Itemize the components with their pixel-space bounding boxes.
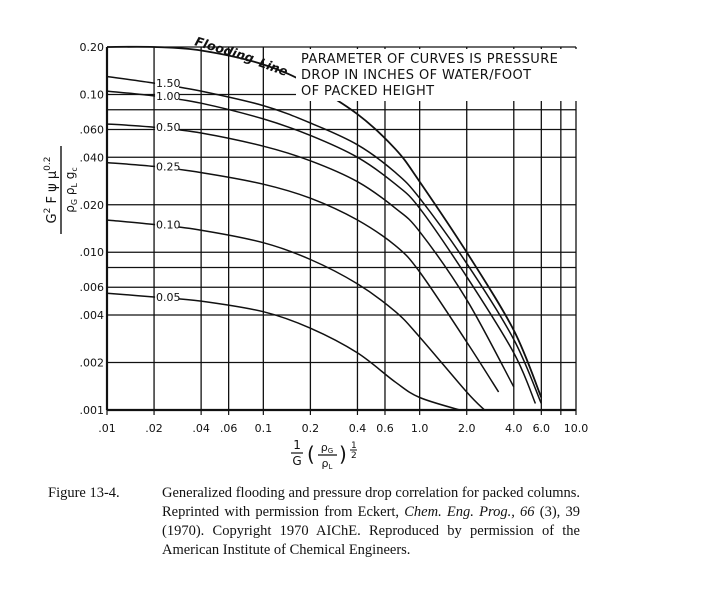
curve-0-25 <box>107 163 499 392</box>
parameter-note <box>296 49 578 101</box>
x-tick-label: 4.0 <box>505 422 523 435</box>
curve-label-0-25: 0.25 <box>156 160 181 174</box>
svg-text:(: ( <box>307 442 315 466</box>
caption-text-part1: Generalized flooding and pressure drop correlation for packed columns. Reprinted with permission from Eckert, <box>162 485 580 520</box>
svg-text:ρG ρL gc: $\rho_G$ $\rho_L$ $g_c$ <box>63 167 79 213</box>
x-tick-label: .04 <box>192 422 210 435</box>
x-tick-label: 0.6 <box>376 422 394 435</box>
svg-text:ρG: ρG <box>320 441 334 455</box>
caption-text-part2: (3), 39 (1970). Copyright 1970 AIChE. Reproduced by permission of the American Institute of Chemical Engineers. <box>162 504 580 558</box>
y-tick-label: .001 <box>79 404 104 417</box>
flooding-line-label <box>193 34 290 79</box>
parameter-note-line: DROP IN INCHES OF WATER/FOOT <box>301 68 532 83</box>
curve-0-05 <box>107 293 460 410</box>
curve-label-0-50: 0.50 <box>156 121 181 135</box>
y-tick-label: .006 <box>79 281 104 295</box>
x-tick-label: 0.1 <box>254 422 273 435</box>
y-tick-label: .040 <box>79 151 104 165</box>
x-tick-label: .06 <box>219 422 238 435</box>
flooding-label-word2: Line <box>256 54 290 79</box>
curve-label-0-10: 0.10 <box>156 218 181 232</box>
svg-text:2: 2 <box>351 451 357 461</box>
curve-1-00 <box>107 91 535 403</box>
y-tick-label: .002 <box>79 356 104 370</box>
svg-text:): ) <box>339 442 347 466</box>
parameter-note-line: PARAMETER OF CURVES IS PRESSURE <box>301 52 559 67</box>
x-tick-label: .02 <box>145 422 163 435</box>
y-tick-label: 0.20 <box>79 41 104 54</box>
svg-text:G2 F ψ μ0.2: $G^2$ F ψ $\mu^{0.2}$ <box>43 156 60 224</box>
curve-label-1-00: 1.00 <box>156 89 181 103</box>
y-axis-label <box>43 146 79 234</box>
x-tick-label: 1.0 <box>410 422 429 435</box>
figure-caption <box>48 484 588 560</box>
x-tick-label: 10.0 <box>563 422 589 435</box>
x-tick-label: 0.2 <box>301 422 320 435</box>
y-tick-label: .010 <box>79 246 104 260</box>
curve-labels <box>155 77 181 304</box>
y-tick-label: .004 <box>79 309 104 323</box>
curve-label-1-50: 1.50 <box>156 77 181 91</box>
svg-text:G: G <box>292 454 302 468</box>
flooding-label-word1: Flooding <box>193 33 256 66</box>
x-axis-label <box>291 438 357 471</box>
y-tick-label: .060 <box>79 123 104 137</box>
svg-text:ρL: ρL <box>321 457 333 471</box>
y-tick-label: 0.10 <box>79 88 104 102</box>
svg-text:1: 1 <box>293 438 301 452</box>
x-tick-label: 0.4 <box>348 422 367 435</box>
x-tick-label: 6.0 <box>532 422 551 435</box>
x-tick-label: .01 <box>98 422 116 435</box>
caption-journal: Chem. Eng. Prog., 66 <box>404 504 535 520</box>
curve-label-0-05: 0.05 <box>156 291 181 305</box>
parameter-note-line: OF PACKED HEIGHT <box>301 84 435 99</box>
svg-text:1: 1 <box>351 441 357 451</box>
x-tick-label: 2.0 <box>457 422 476 435</box>
y-tick-label: .020 <box>79 198 104 212</box>
figure-label: Figure 13-4. <box>48 485 120 501</box>
caption-text <box>162 484 580 560</box>
